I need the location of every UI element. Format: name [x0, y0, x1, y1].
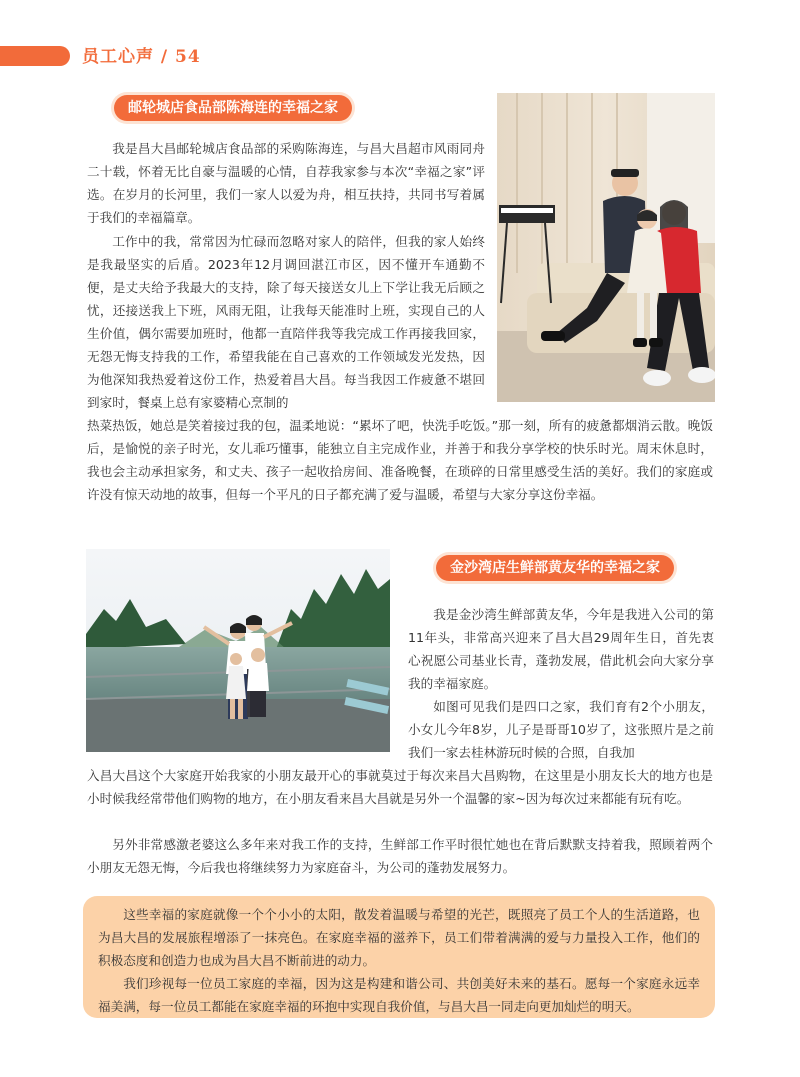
header-accent-bar	[0, 46, 70, 66]
family-photo-1-image	[497, 93, 715, 402]
family-photo-2	[86, 549, 390, 752]
closing-paragraph-1: 这些幸福的家庭就像一个个小小的太阳，散发着温暖与希望的光芒，既照亮了员工个人的生活道路，也为昌大昌的发展旅程增添了一抹亮色。在家庭幸福的滋养下，员工们带着满满的爱与力量投入工作，他们的积极态度和创造力也成为昌大昌不断前进的动力。	[98, 907, 700, 968]
story1-paragraph-1: 我是昌大昌邮轮城店食品部的采购陈海连，与昌大昌超市风雨同舟二十载，怀着无比自豪与温暖的心情，自荐我家参与本次“幸福之家”评选。在岁月的长河里，我们一家人以爱为舟，相互扶持，共同书写着属于我们的幸福篇章。	[87, 141, 485, 225]
story2-title: 金沙湾店生鲜部黄友华的幸福之家	[436, 555, 674, 581]
story2-paragraph-2: 如图可见我们是四口之家，我们育有2个小朋友，小女儿今年8岁，儿子是哥哥10岁了，这张照片是之前我们一家去桂林游玩时候的合照，自我加	[408, 699, 714, 760]
closing-summary-box	[83, 896, 715, 1018]
family-photo-2-image	[86, 549, 390, 752]
story1-title: 邮轮城店食品部陈海连的幸福之家	[114, 95, 352, 121]
story2-paragraph-2-continued: 入昌大昌这个大家庭开始我家的小朋友最开心的事就莫过于每次来昌大昌购物，在这里是小朋友长大的地方也是小时候我经常带他们购物的地方，在小朋友看来昌大昌就是另外一个温馨的家~因为每次过来都能有玩有吃。	[87, 768, 713, 806]
story1-paragraph-2-continued: 热菜热饭，她总是笑着接过我的包，温柔地说：“累坏了吧，快洗手吃饭。”那一刻，所有的疲惫都烟消云散。晚饭后，是愉悦的亲子时光，女儿乖巧懂事，能独立自主完成作业，并善于和我分享学校的快乐时光。周末休息时，我也会主动承担家务，和丈夫、孩子一起收拾房间、准备晚餐，在琐碎的日常里感受生活的美好。我们的家庭或许没有惊天动地的故事，但每一个平凡的日子都充满了爱与温暖，希望与大家分享这份幸福。	[87, 418, 713, 502]
family-photo-1	[497, 93, 715, 402]
story2-paragraph-1: 我是金沙湾生鲜部黄友华，今年是我进入公司的第11年头，非常高兴迎来了昌大昌29周年生日，首先衷心祝愿公司基业长青，蓬勃发展，借此机会向大家分享我的幸福家庭。	[408, 607, 714, 691]
section-header: 员工心声 / 54	[82, 47, 201, 67]
closing-paragraph-2: 我们珍视每一位员工家庭的幸福，因为这是构建和谐公司、共创美好未来的基石。愿每一个家庭永远幸福美满，每一位员工都能在家庭幸福的环抱中实现自我价值，与昌大昌一同走向更加灿烂的明天。	[98, 976, 700, 1014]
story1-paragraph-2: 工作中的我，常常因为忙碌而忽略对家人的陪伴，但我的家人始终是我最坚实的后盾。2023年12月调回湛江市区，因不懂开车通勤不便，是丈夫给予我最大的支持，除了每天接送女儿上下学让我无后顾之忧，还接送我上下班，风雨无阻，让我每天能准时上班，实现自己的人生价值，偶尔需要加班时，他都一直陪伴我等我完成工作再接我回家，无怨无悔支持我的工作，希望我能在自己喜欢的工作领域发光发热，因为他深知我热爱着这份工作，热爱着昌大昌。每当我因工作疲惫不堪回到家时，餐桌上总有家婆精心烹制的	[87, 234, 485, 410]
story2-paragraph-3: 另外非常感激老婆这么多年来对我工作的支持，生鲜部工作平时很忙她也在背后默默支持着我，照顾着两个小朋友无怨无悔，今后我也将继续努力为家庭奋斗，为公司的蓬勃发展努力。	[87, 837, 713, 875]
